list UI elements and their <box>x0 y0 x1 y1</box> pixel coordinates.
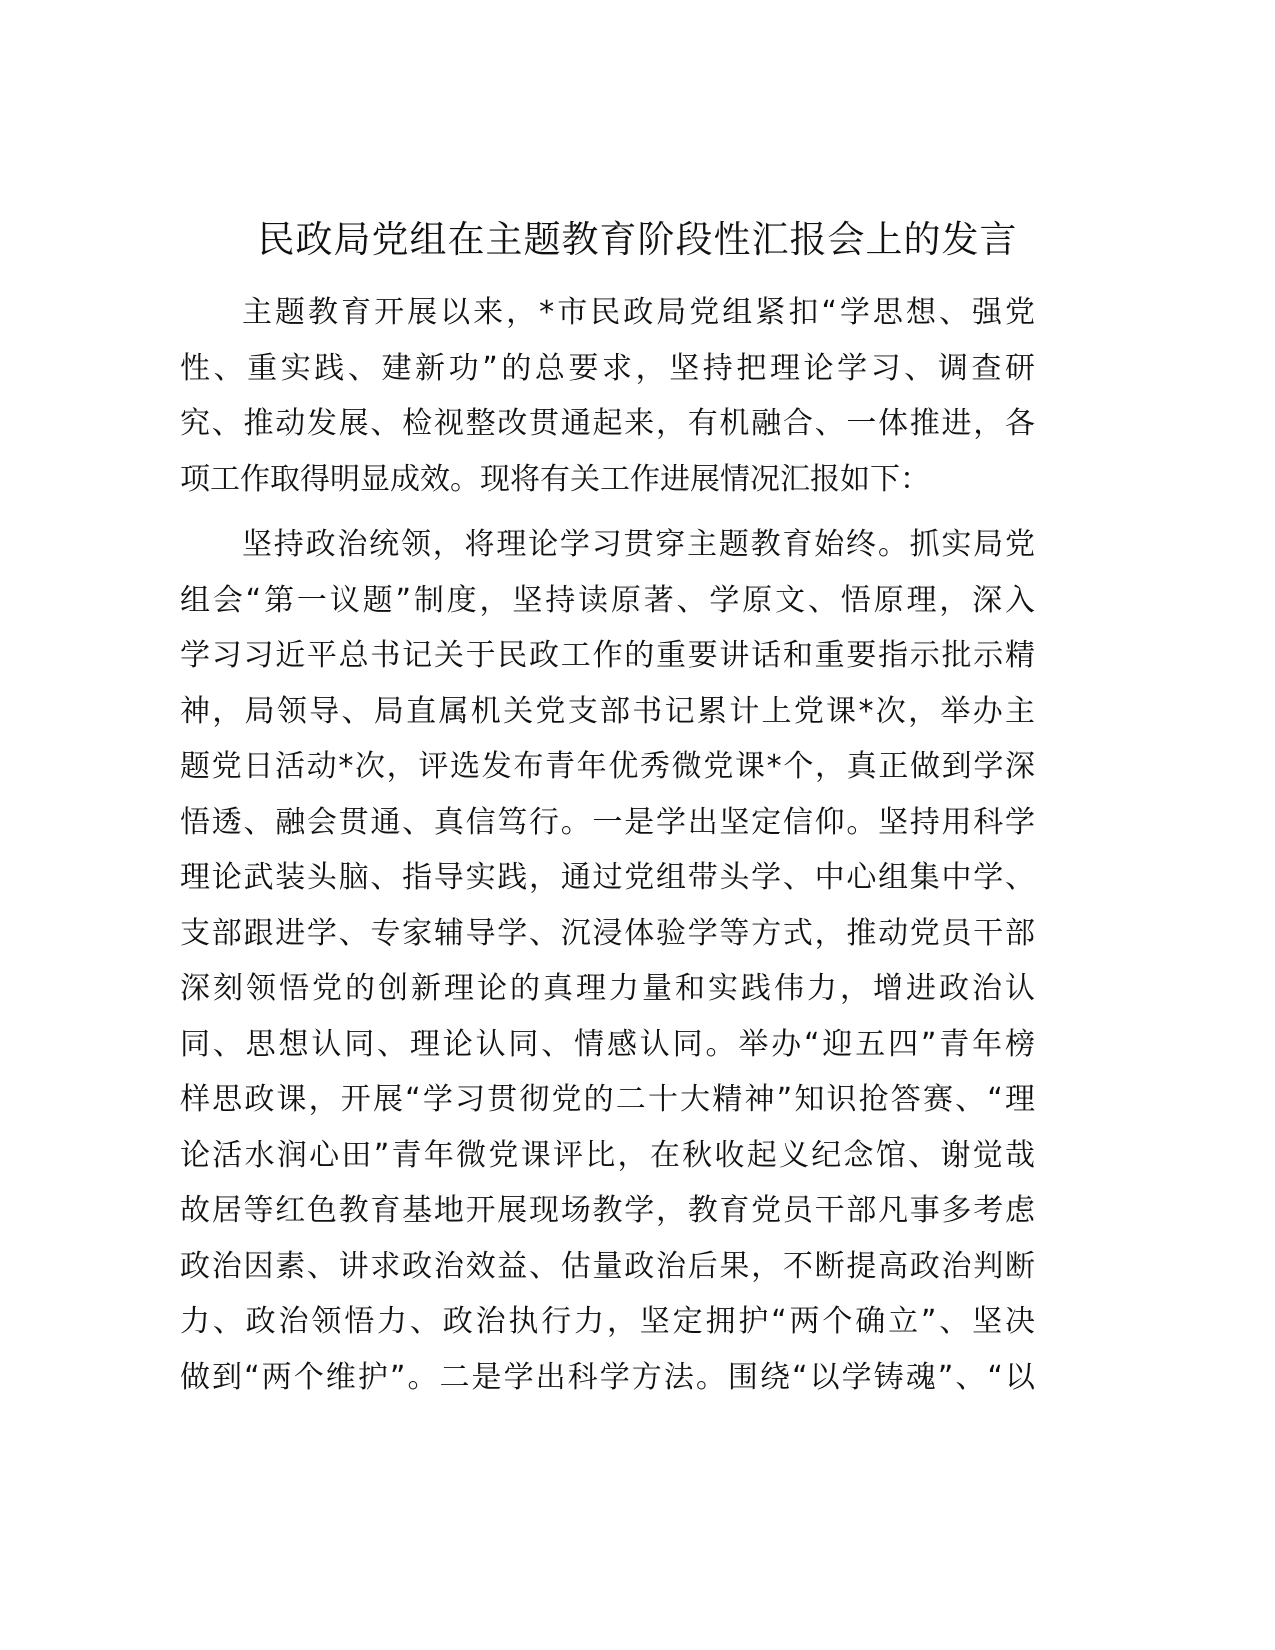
text-line: 政治因素、讲求政治效益、估量政治后果，不断提高政治判断 <box>180 1248 1035 1284</box>
text-line: 故居等红色教育基地开展现场教学，教育党员干部凡事多考虑 <box>180 1193 1035 1228</box>
text-line: 悟透、融会贯通、真信笃行。一是学出坚定信仰。坚持用科学 <box>180 804 1035 840</box>
text-line: 样思政课，开展“学习贯彻党的二十大精神”知识抢答赛、“理 <box>180 1082 1035 1117</box>
text-line: 题党日活动*次，评选发布青年优秀微党课*个，真正做到学深 <box>180 749 1035 784</box>
text-line: 组会“第一议题”制度，坚持读原著、学原文、悟原理，深入 <box>180 582 1035 618</box>
text-line: 论活水润心田”青年微党课评比，在秋收起义纪念馆、谢觉哉 <box>180 1137 1035 1173</box>
text-line: 学习习近平总书记关于民政工作的重要讲话和重要指示批示精 <box>180 638 1035 673</box>
text-line: 同、思想认同、理论认同、情感认同。举办“迎五四”青年榜 <box>180 1026 1035 1062</box>
text-line: 做到“两个维护”。二是学出科学方法。围绕“以学铸魂”、“以 <box>180 1359 1035 1395</box>
text-line: 神，局领导、局直属机关党支部书记累计上党课*次，举办主 <box>180 693 1035 729</box>
text-line: 项工作取得明显成效。现将有关工作进展情况汇报如下： <box>180 461 930 497</box>
text-line: 性、重实践、建新功”的总要求，坚持把理论学习、调查研 <box>180 350 1035 386</box>
text-line: 坚持政治统领，将理论学习贯穿主题教育始终。抓实局党 <box>242 527 1035 562</box>
text-line: 究、推动发展、检视整改贯通起来，有机融合、一体推进，各 <box>180 406 1035 441</box>
document-title: 民政局党组在主题教育阶段性汇报会上的发言 <box>257 218 1018 261</box>
text-line: 深刻领悟党的创新理论的真理力量和实践伟力，增进政治认 <box>180 971 1035 1006</box>
text-line: 支部跟进学、专家辅导学、沉浸体验学等方式，推动党员干部 <box>180 915 1035 951</box>
text-line: 理论武装头脑、指导实践，通过党组带头学、中心组集中学、 <box>180 860 1035 895</box>
text-line: 主题教育开展以来，*市民政局党组紧扣“学思想、强党 <box>242 295 1035 330</box>
paragraph-political-leadership <box>180 517 1035 1405</box>
text-line: 力、政治领悟力、政治执行力，坚定拥护“两个确立”、坚决 <box>180 1304 1035 1339</box>
paragraph-intro <box>180 285 1035 507</box>
